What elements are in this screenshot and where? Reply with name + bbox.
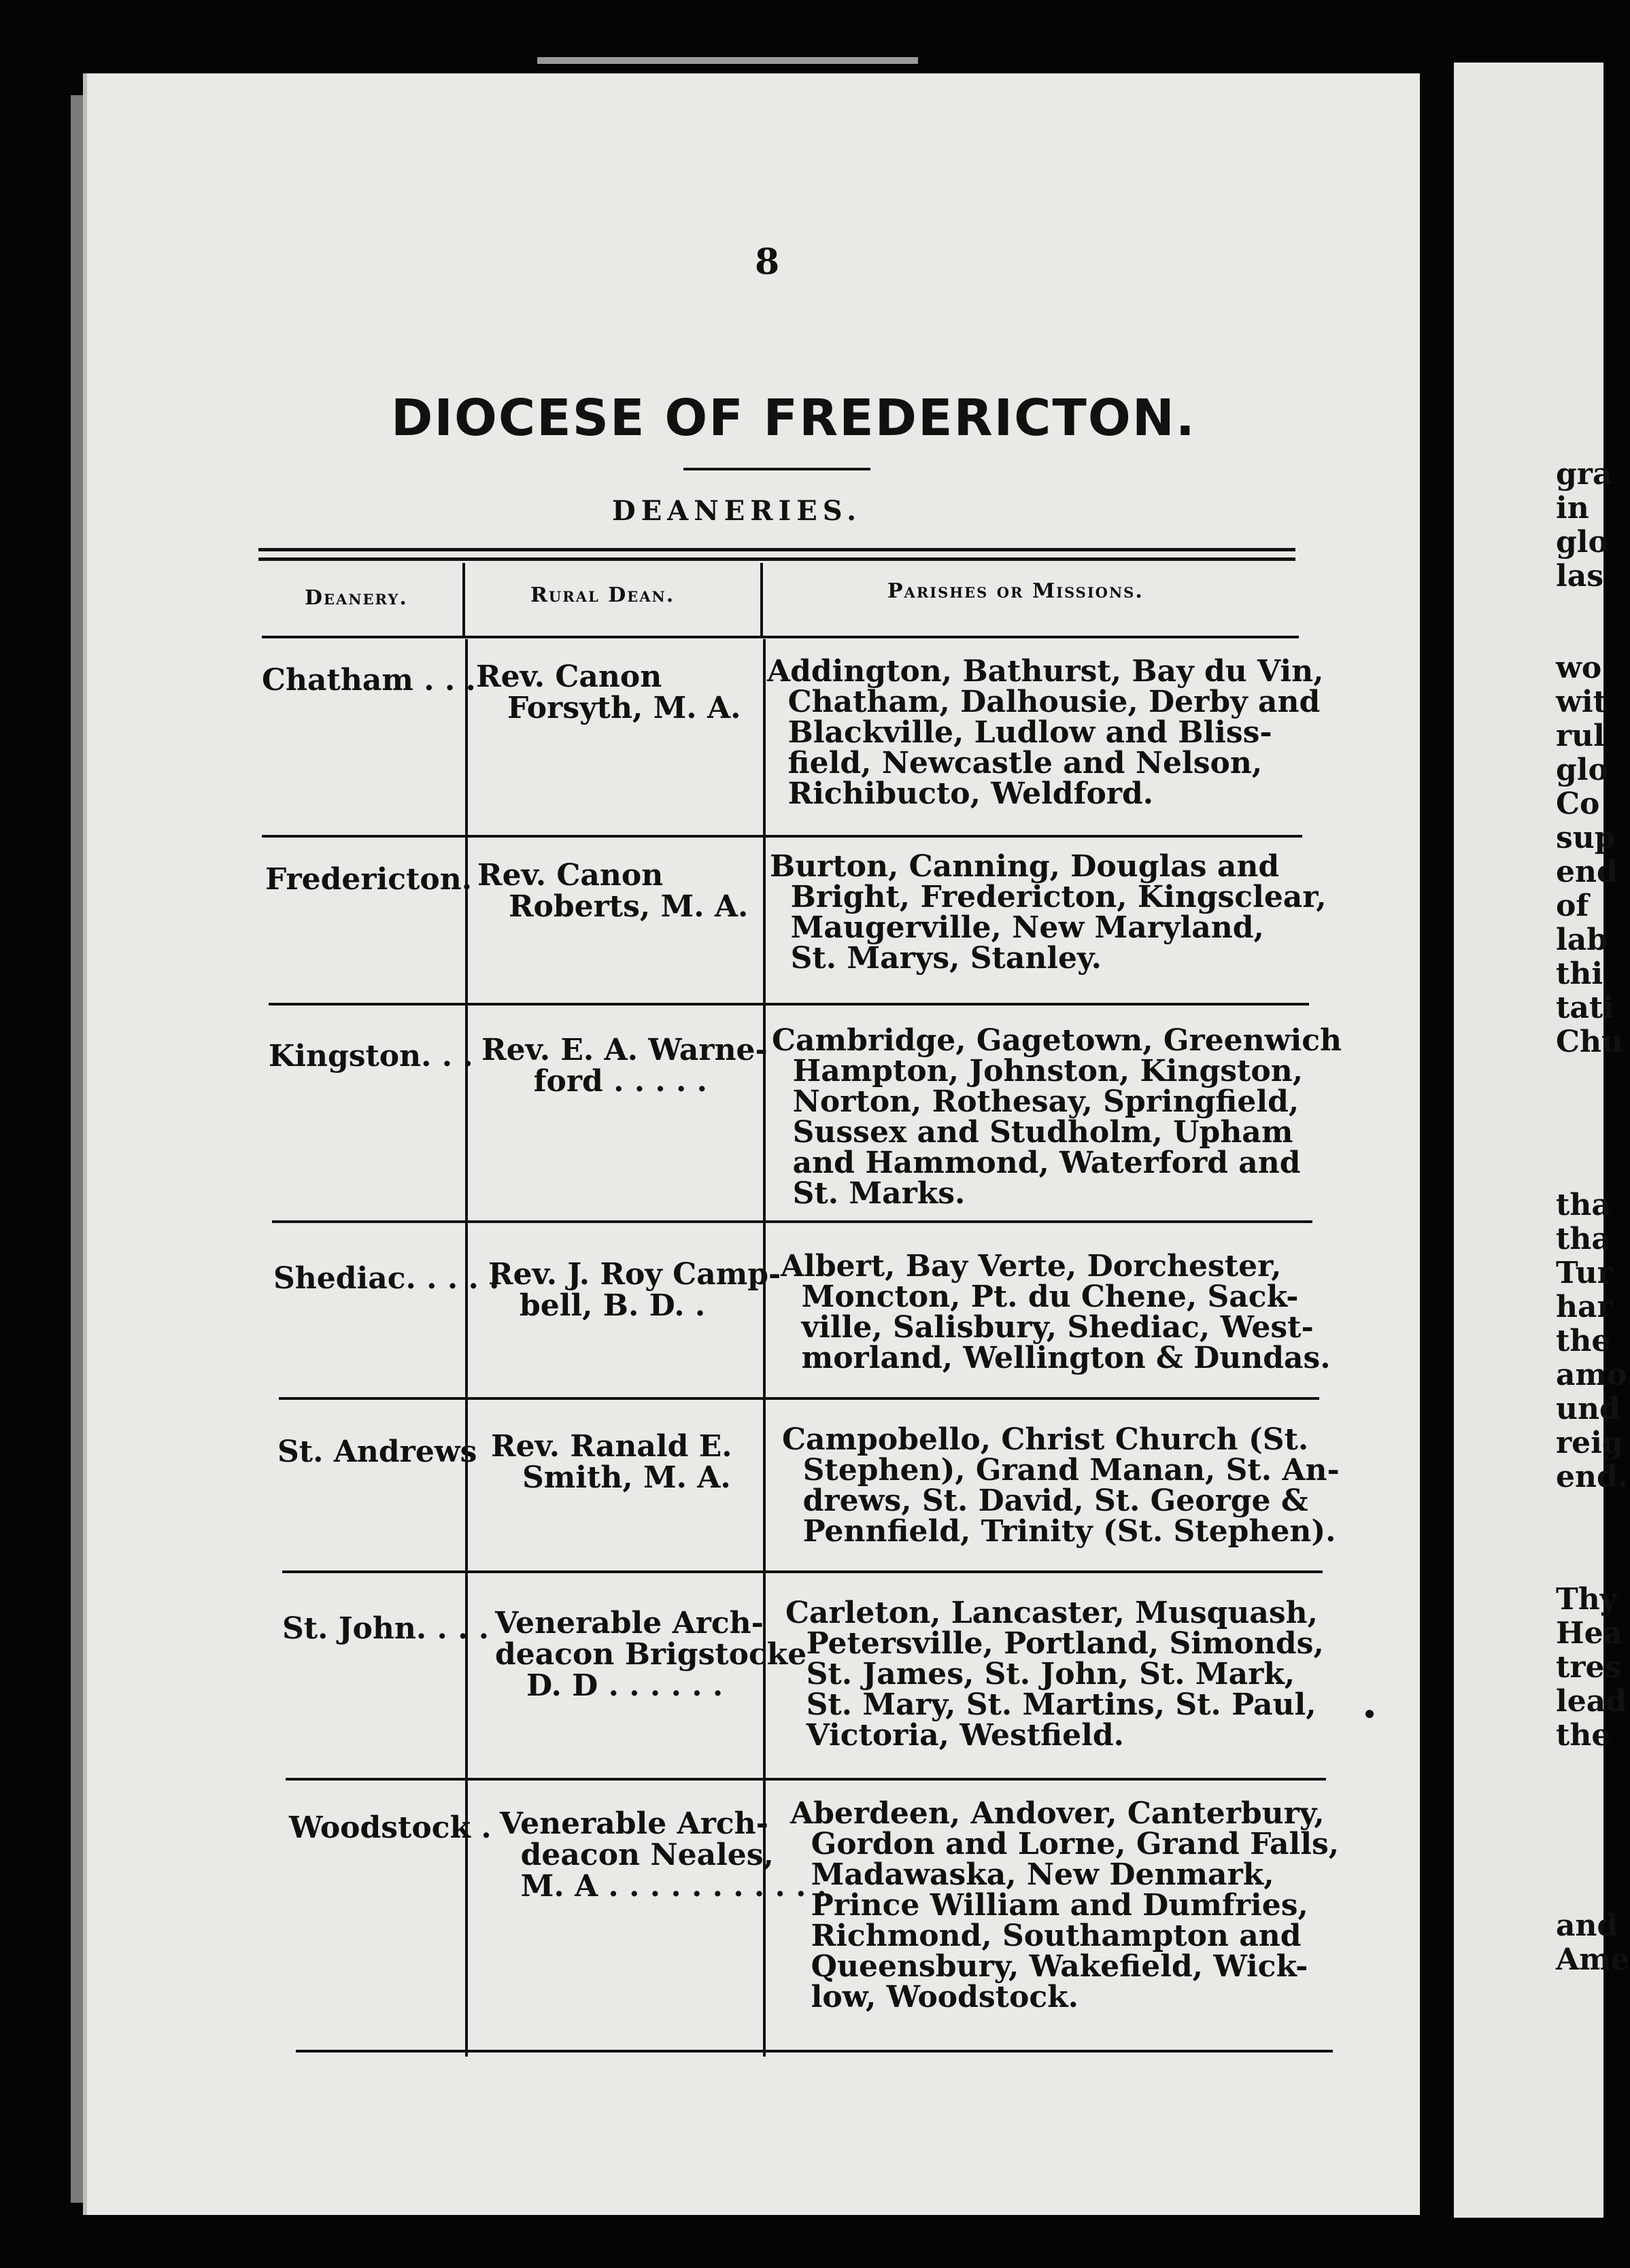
rural-dean: Venerable Arch- deacon Neales, M. A . . . . . . . . . . . bbox=[500, 1806, 828, 1904]
facing-text-line: gra bbox=[1556, 457, 1612, 492]
facing-text-line: tha bbox=[1556, 1188, 1611, 1222]
header-parishes: Parishes or Missions. bbox=[887, 579, 1144, 603]
row-divider-1 bbox=[262, 835, 1302, 838]
rural-dean: Rev. Canon Forsyth, M. A. bbox=[476, 659, 741, 725]
header-deanery: Deanery. bbox=[305, 586, 408, 610]
facing-text-line: and bbox=[1556, 1908, 1618, 1943]
deanery-name: St. Andrews bbox=[277, 1434, 477, 1469]
facing-text-line: tati bbox=[1556, 991, 1614, 1025]
facing-text-line: har bbox=[1556, 1290, 1613, 1324]
parishes-list: Cambridge, Gagetown, Greenwich Hampton, Johnston, Kingston, Norton, Rothesay, Springfield, Sussex and Studholm, Upham and Hammond, Waterford and St. Marks. bbox=[772, 1023, 1342, 1211]
title-divider bbox=[683, 468, 870, 470]
row-divider-6 bbox=[286, 1778, 1326, 1781]
page-number: 8 bbox=[755, 241, 780, 283]
header-col-divider-1 bbox=[462, 563, 465, 638]
facing-text-line: of bbox=[1556, 889, 1589, 923]
row-divider-2 bbox=[269, 1003, 1309, 1006]
parishes-list: Aberdeen, Andover, Canterbury, Gordon and Lorne, Grand Falls, Madawaska, New Denmark, Prince William and Dumfries, Richmond, Southampton and Queensbury, Wakefield, Wick- low, Woodstock. bbox=[790, 1796, 1340, 2014]
facing-text-line: amo bbox=[1556, 1358, 1627, 1392]
header-col-divider-2 bbox=[760, 563, 763, 638]
section-subtitle: DEANERIES. bbox=[612, 495, 862, 527]
facing-text-line: glo bbox=[1556, 753, 1608, 787]
parishes-list: Burton, Canning, Douglas and Bright, Fredericton, Kingsclear, Maugerville, New Maryland, St. Marys, Stanley. bbox=[770, 849, 1327, 976]
rural-dean: Rev. Ranald E. Smith, M. A. bbox=[491, 1429, 732, 1495]
row-divider-4 bbox=[279, 1397, 1319, 1400]
table-bottom-rule bbox=[296, 2050, 1333, 2052]
facing-page-edge bbox=[1454, 63, 1630, 2218]
ink-dot bbox=[1365, 1710, 1374, 1718]
rural-dean: Rev. J. Roy Camp- bell, B. D. . bbox=[488, 1257, 781, 1323]
row-divider-5 bbox=[282, 1570, 1323, 1573]
facing-text-line: wit bbox=[1556, 685, 1607, 719]
facing-text-line: las bbox=[1556, 559, 1603, 594]
facing-text-line: in bbox=[1556, 491, 1589, 526]
table-top-rule-1 bbox=[258, 548, 1295, 551]
facing-text-line: end. bbox=[1556, 1460, 1629, 1494]
facing-text-line: end bbox=[1556, 855, 1618, 889]
rural-dean: Rev. Canon Roberts, M. A. bbox=[477, 858, 749, 924]
row-divider-3 bbox=[272, 1220, 1312, 1223]
facing-text-line: tha bbox=[1556, 1222, 1611, 1256]
deanery-name: Chatham . . . bbox=[262, 663, 476, 698]
facing-text-line: Ame bbox=[1556, 1942, 1630, 1977]
facing-text-line: wo bbox=[1556, 651, 1602, 685]
facing-text-line: reig bbox=[1556, 1426, 1623, 1460]
header-rural-dean: Rural Dean. bbox=[530, 583, 675, 607]
parishes-list: Campobello, Christ Church (St. Stephen), Grand Manan, St. An- drews, St. David, St. George & Pennfield, Trinity (St. Stephen). bbox=[782, 1422, 1340, 1549]
facing-text-line: Co bbox=[1556, 787, 1600, 821]
facing-text-line: und bbox=[1556, 1392, 1620, 1426]
header-bottom-rule bbox=[262, 636, 1299, 638]
rural-dean: Rev. E. A. Warne- ford . . . . . bbox=[481, 1033, 768, 1099]
facing-text-line: tres bbox=[1556, 1650, 1622, 1685]
deanery-name: St. John. . . . bbox=[282, 1611, 490, 1646]
parishes-list: Addington, Bathurst, Bay du Vin, Chatham, Dalhousie, Derby and Blackville, Ludlow and Bliss- field, Newcastle and Nelson, Richibucto, Weldford. bbox=[767, 654, 1324, 811]
facing-text-line: Hea bbox=[1556, 1616, 1623, 1651]
top-edge-rule bbox=[537, 57, 918, 64]
facing-text-line: lead bbox=[1556, 1684, 1627, 1719]
facing-text-line: Thy bbox=[1556, 1582, 1618, 1617]
facing-text-line: the bbox=[1556, 1324, 1611, 1358]
deanery-name: Fredericton. bbox=[265, 862, 473, 897]
facing-text-line: Tur bbox=[1556, 1256, 1613, 1290]
facing-text-line: lab bbox=[1556, 923, 1608, 957]
page-title: DIOCESE OF FREDERICTON. bbox=[391, 389, 1196, 447]
table-top-rule-2 bbox=[258, 557, 1295, 561]
parishes-list: Carleton, Lancaster, Musquash, Petersville, Portland, Simonds, St. James, St. John, St. Mark, St. Mary, St. Martins, St. Paul, Victoria, Westfield. bbox=[785, 1596, 1324, 1753]
deanery-name: Shediac. . . . . bbox=[273, 1261, 500, 1296]
facing-text-line: thi bbox=[1556, 957, 1603, 991]
facing-text-line: rul bbox=[1556, 719, 1605, 753]
facing-text-line: glo bbox=[1556, 525, 1608, 560]
facing-text-line: Chu bbox=[1556, 1025, 1623, 1059]
rural-dean: Venerable Arch- deacon Brigstocke D. D . . . . . . bbox=[495, 1606, 807, 1703]
deanery-name: Kingston. . . bbox=[269, 1039, 473, 1073]
facing-text-line: sup bbox=[1556, 821, 1616, 855]
facing-text-line: the bbox=[1556, 1718, 1611, 1753]
parishes-list: Albert, Bay Verte, Dorchester, Moncton, Pt. du Chene, Sack- ville, Salisbury, Shediac, West- morland, Wellington & Dundas. bbox=[781, 1249, 1331, 1375]
deanery-name: Woodstock . bbox=[289, 1810, 492, 1845]
